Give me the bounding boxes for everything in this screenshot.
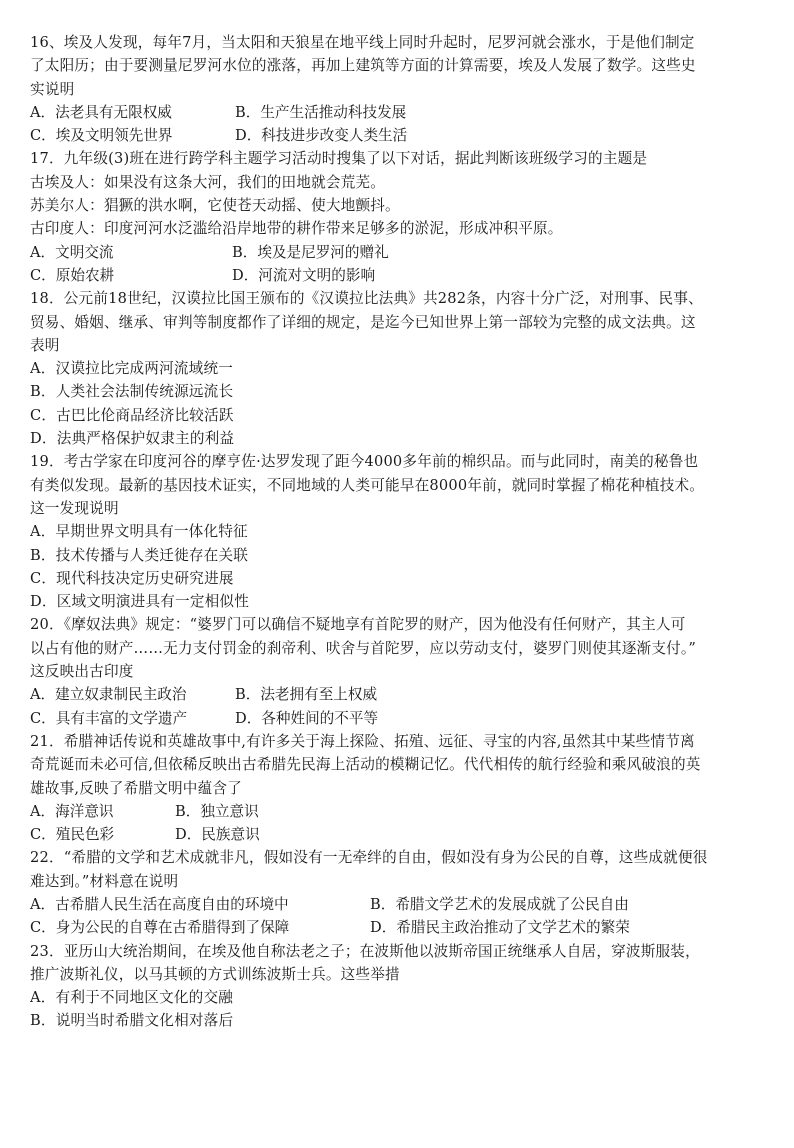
question-16-option-d: D．科技进步改变人类生活 (235, 127, 408, 145)
question-17-dialogue-line: 古埃及人：如果没有这条大河，我们的田地就会荒芜。 (30, 173, 386, 191)
question-17-option-c: C．原始农耕 (30, 266, 115, 284)
question-20-option-c: C．具有丰富的文学遗产 (30, 709, 188, 727)
question-16 (30, 31, 772, 147)
question-19-option-c: C．现代科技决定历史研究进展 (30, 569, 234, 587)
question-20-option-a: A．建立奴隶制民主政治 (30, 686, 187, 704)
question-23 (30, 940, 772, 1033)
question-19 (30, 450, 772, 613)
question-17-dialogue-line: 古印度人：印度河河水泛滥给沿岸地带的耕作带来足够多的淤泥，形成冲积平原。 (30, 220, 563, 238)
question-23-option-a: A．有利于不同地区文化的交融 (30, 989, 234, 1007)
question-21 (30, 730, 772, 846)
question-22-option-d: D．希腊民主政治推动了文学艺术的繁荣 (370, 919, 630, 937)
question-20-options-row (30, 683, 772, 706)
question-16-option-b: B．生产生活推动科技发展 (235, 103, 407, 121)
question-19-stem-line: 有类似发现。最新的基因技术证实，不同地域的人类可能早在8000年前，就同时掌握了棉花种植技术。 (30, 476, 705, 494)
question-22-stem-line: 22．“希腊的文学和艺术成就非凡，假如没有一无牵绊的自由，假如没有身为公民的自尊，这些成就便很 (30, 849, 708, 867)
question-20-option-d: D．各种姓间的不平等 (235, 709, 379, 727)
question-18-option-c: C．古巴比伦商品经济比较活跃 (30, 406, 234, 424)
question-19-option-d: D．区域文明演进具有一定相似性 (30, 593, 250, 611)
question-22-options-row (30, 916, 772, 939)
question-17-option-b: B．埃及是尼罗河的赠礼 (232, 243, 389, 261)
question-21-option-d: D．民族意识 (175, 826, 260, 844)
question-22 (30, 846, 772, 939)
question-17-option-d: D．河流对文明的影响 (232, 266, 376, 284)
question-17-options-row (30, 264, 772, 287)
question-19-stem-line: 19．考古学家在印度河谷的摩亨佐·达罗发现了距今4000多年前的棉织品。而与此同时，南美的秘鲁也 (30, 453, 699, 471)
question-20-stem-line: 20．《摩奴法典》规定：“婆罗门可以确信不疑地享有首陀罗的财产，因为他没有任何财产，其主人可 (30, 616, 686, 634)
question-22-option-b: B．希腊文学艺术的发展成就了公民自由 (370, 895, 629, 913)
question-17-options-row (30, 241, 772, 264)
question-21-stem-line: 奇荒诞而未必可信,但依稀反映出古希腊先民海上活动的模糊记忆。代代相传的航行经验和乘风破浪的英 (30, 756, 701, 774)
question-21-option-b: B．独立意识 (175, 802, 259, 820)
question-17-option-a: A．文明交流 (30, 243, 114, 261)
question-21-stem-line: 21．希腊神话传说和英雄故事中,有许多关于海上探险、拓殖、远征、寻宝的内容,虽然其中某些情节离 (30, 732, 695, 750)
question-19-stem-line: 这一发现说明 (30, 499, 119, 517)
question-18-stem-line: 18．公元前18世纪，汉谟拉比国王颁布的《汉谟拉比法典》共282条，内容十分广泛，对刑事、民事、 (30, 290, 703, 308)
question-20-options-row (30, 707, 772, 730)
question-19-option-a: A．早期世界文明具有一体化特征 (30, 523, 248, 541)
question-16-option-a: A．法老具有无限权威 (30, 103, 172, 121)
question-16-stem-line: 16、埃及人发现，每年7月，当太阳和天狼星在地平线上同时升起时，尼罗河就会涨水，于是他们制定 (30, 34, 695, 51)
question-18-option-b: B．人类社会法制传统源远流长 (30, 383, 234, 401)
question-18-option-d: D．法典严格保护奴隶主的利益 (30, 430, 235, 448)
question-16-stem-line: 了太阳历；由于要测量尼罗河水位的涨落，再加上建筑等方面的计算需要，埃及人发展了数学。这些史 (30, 57, 696, 75)
question-21-stem-line: 雄故事,反映了希腊文明中蕴含了 (30, 779, 242, 797)
question-21-option-a: A．海洋意识 (30, 802, 114, 820)
question-23-stem-line: 推广波斯礼仪，以马其顿的方式训练波斯士兵。这些举措 (30, 965, 400, 983)
question-20-stem-line: 以占有他的财产……无力支付罚金的刹帝利、吠舍与首陀罗，应以劳动支付，婆罗门则使其逐渐支付。” (30, 639, 697, 657)
question-22-options-row (30, 893, 772, 916)
question-17 (30, 147, 772, 287)
question-20-stem-line: 这反映出古印度 (30, 663, 134, 681)
question-16-stem-line: 实说明 (30, 80, 75, 98)
question-21-options-row (30, 800, 772, 823)
question-23-stem-line: 23．亚历山大统治期间，在埃及他自称法老之子；在波斯他以波斯帝国正统继承人自居，穿波斯服装， (30, 942, 700, 960)
question-21-option-c: C．殖民色彩 (30, 826, 115, 844)
question-23-option-b: B．说明当时希腊文化相对落后 (30, 1012, 234, 1030)
question-20-option-b: B．法老拥有至上权威 (235, 686, 378, 704)
question-22-option-a: A．古希腊人民生活在高度自由的环境中 (30, 895, 289, 913)
question-18-stem-line: 贸易、婚姻、继承、审判等制度都作了详细的规定，是迄今已知世界上第一部较为完整的成文法典。这 (30, 313, 696, 331)
question-21-options-row (30, 823, 772, 846)
question-22-option-c: C．身为公民的自尊在古希腊得到了保障 (30, 919, 290, 937)
question-19-option-b: B．技术传播与人类迁徙存在关联 (30, 546, 249, 564)
question-22-stem-line: 难达到。”材料意在说明 (30, 872, 179, 890)
question-18-stem-line: 表明 (30, 336, 60, 354)
question-18-option-a: A．汉谟拉比完成两河流域统一 (30, 360, 234, 378)
question-17-stem-line: 17．九年级(3)班在进行跨学科主题学习活动时搜集了以下对话，据此判断该班级学习的主题是 (30, 150, 648, 168)
question-18 (30, 287, 772, 450)
question-17-dialogue-line: 苏美尔人：猖獗的洪水啊，它使苍天动摇、使大地颤抖。 (30, 197, 400, 215)
question-16-options-row (30, 124, 772, 147)
question-16-options-row (30, 101, 772, 124)
question-16-option-c: C．埃及文明领先世界 (30, 127, 173, 145)
question-20 (30, 613, 772, 729)
